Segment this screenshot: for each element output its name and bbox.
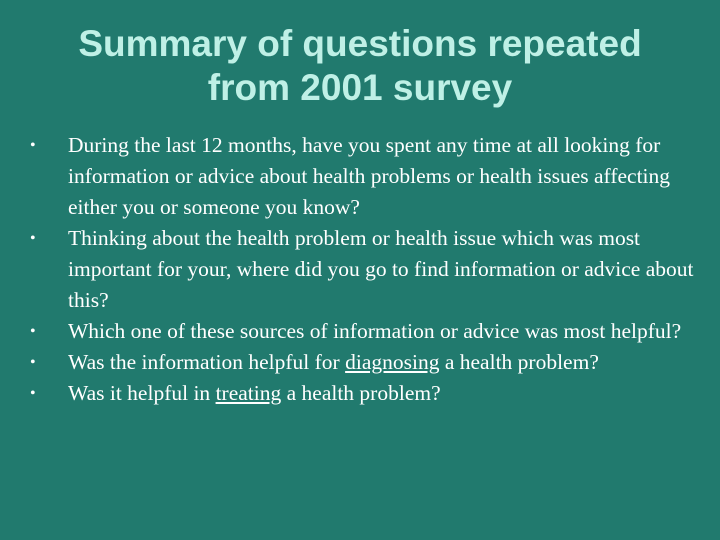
bullet-icon: • [30,323,36,340]
bullet-underlined-word: diagnosing [345,350,440,374]
bullet-item [30,130,695,223]
bullet-icon: • [30,354,36,371]
bullet-text-after: a health problem? [281,381,441,405]
bullet-item [30,378,695,409]
bullet-underlined-word: treating [215,381,282,405]
bullet-item [30,223,695,316]
bullet-icon: • [30,385,36,402]
slide-title [20,22,700,110]
bullet-item [30,316,695,347]
slide-title-line-2: from 2001 survey [207,67,513,108]
bullet-list [30,130,695,409]
bullet-text-after: a health problem? [439,350,599,374]
bullet-text: Thinking about the health problem or health issue which was most important for your, where did you go to find information or advice about this? [68,226,694,312]
bullet-item [30,347,695,378]
bullet-text: During the last 12 months, have you spent any time at all looking for information or advice about health problems or health issues affecting either you or someone you know? [68,133,671,219]
bullet-icon: • [30,230,36,247]
bullet-icon: • [30,137,36,154]
bullet-text-before: Was the information helpful for [68,350,346,374]
bullet-text: Which one of these sources of information or advice was most helpful? [68,319,682,343]
bullet-text-before: Was it helpful in [68,381,216,405]
slide-title-line-1: Summary of questions repeated [78,23,642,64]
